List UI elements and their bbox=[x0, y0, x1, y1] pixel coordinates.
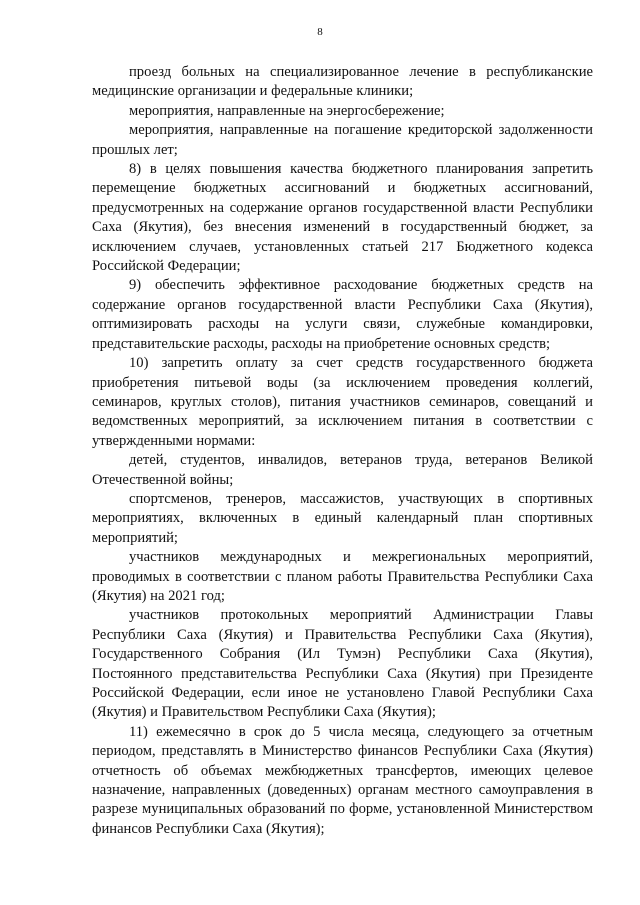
paragraph-item-10: 10) запретить оплату за счет средств государственного бюджета приобретения питьевой воды (за исключением проведения коллегий, семинаров, круглых столов), питания участников семинаров, совещаний и ведомственных мероприятий, за исключением питания в соответствии с утвержденными нормами: bbox=[92, 355, 593, 449]
paragraph-item-11: 11) ежемесячно в срок до 5 числа месяца, следующего за отчетным периодом, представлять в Министерство финансов Республики Саха (Якутия) отчетность об объемах межбюджетных трансфертов, имеющих целевое назначение, направленных (доведенных) органам местного самоуправления в разрезе муниципальных образований по форме, установленной Министерством финансов Республики Саха (Якутия); bbox=[92, 723, 593, 837]
paragraph-athletes: спортсменов, тренеров, массажистов, участвующих в спортивных мероприятиях, включенных в единый календарный план спортивных мероприятий; bbox=[92, 490, 593, 546]
paragraph-international-events: участников международных и межрегиональных мероприятий, проводимых в соответствии с планом работы Правительства Республики Саха (Якутия) на 2021 год; bbox=[92, 549, 593, 604]
paragraph-protocol-events: участников протокольных мероприятий Администрации Главы Республики Саха (Якутия) и Правительства Республики Саха (Якутия), Государственного Собрания (Ил Тумэн) Республики Саха (Якутия), Постоянного представительства Республики Саха (Якутия) при Президенте Российской Федерации, если иное не установлено Главой Республики Саха (Якутия) и Правительством Республики Саха (Якутия); bbox=[92, 607, 593, 721]
paragraph-children-veterans: детей, студентов, инвалидов, ветеранов труда, ветеранов Великой Отечественной войны; bbox=[92, 452, 593, 488]
paragraph-item-9: 9) обеспечить эффективное расходование бюджетных средств на содержание органов государственной власти Республики Саха (Якутия), оптимизировать расходы на услуги связи, служебные командировки, представительские расходы, расходы на приобретение основных средств; bbox=[92, 277, 593, 352]
paragraph-energy-saving: мероприятия, направленные на энергосбережение; bbox=[129, 102, 445, 119]
page-number: 8 bbox=[317, 26, 323, 38]
paragraph-item-8: 8) в целях повышения качества бюджетного планирования запретить перемещение бюджетных ассигнований и бюджетных ассигнований, предусмотренных на содержание органов государственной власти Республики Саха (Якутия), без внесения изменений в государственный бюджет, за исключением случаев, установленных статьей 217 Бюджетного кодекса Российской Федерации; bbox=[92, 161, 593, 275]
paragraph-creditor-debt: мероприятия, направленные на погашение кредиторской задолженности прошлых лет; bbox=[92, 122, 593, 158]
document-body bbox=[92, 63, 593, 839]
paragraph-transport-patients: проезд больных на специализированное лечение в республиканские медицинские организации и федеральные клиники; bbox=[92, 64, 593, 100]
